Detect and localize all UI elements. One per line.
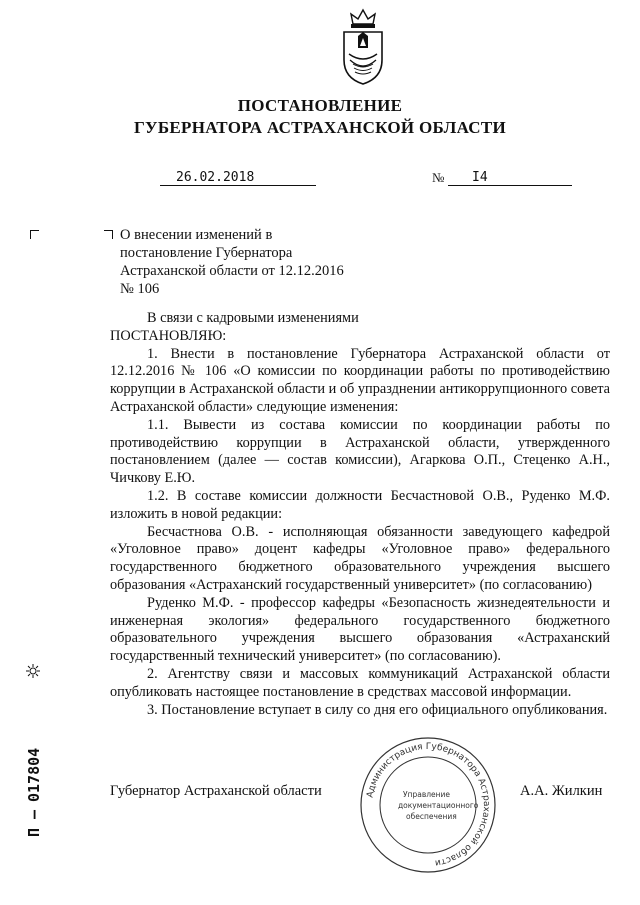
paragraph-3: 3. Постановление вступает в силу со дня его официального опубликования.	[147, 701, 608, 718]
subject-corner-right	[104, 230, 113, 239]
paragraph-2: 2. Агентству связи и массовых коммуникаций Астраханской области опубликовать настоящее постановление в средствах массовой информации.	[110, 665, 610, 700]
serial-series: П –	[25, 809, 43, 837]
paragraph-1-1: 1.1. Вывести из состава комиссии по координации работы по противодействию коррупции в Астраханской области, утвержденного постановлением (далее — состав комиссии), Агаркова О.П., Стеценко А.Н., Чичкову Е.Ю.	[110, 416, 610, 487]
margin-ornament-icon	[26, 664, 40, 678]
signatory-name: А.А. Жилкин	[520, 783, 603, 799]
signatory-position: Губернатор Астраханской области	[110, 783, 322, 799]
paragraph-1: 1. Внести в постановление Губернатора Астраханской области от 12.12.2016 № 106 «О комиссии по координации работы по противодействию коррупции в Астраханской области и об упразднении антикоррупционного совета Астраханской области» следующие изменения:	[110, 345, 610, 415]
document-number: I4	[472, 170, 488, 185]
number-underline	[448, 185, 572, 186]
document-subject: О внесении изменений в постановление Губернатора Астраханской области от 12.12.2016 № 106	[120, 227, 344, 297]
subject-corner-left	[30, 230, 39, 239]
stamp-inner-line-3: обеспечения	[406, 812, 457, 821]
date-underline	[160, 185, 316, 186]
document-body	[110, 310, 610, 719]
stamp-inner-line-1: Управление	[403, 790, 451, 799]
paragraph-rudenko: Руденко М.Ф. - профессор кафедры «Безопасность жизнедеятельности и инженерная экология» федерального государственного бюджетного образовательного учреждения высшего образования «Астраханский государственный технический университет» (по согласованию).	[110, 594, 610, 665]
stamp-inner-line-2: документационного	[398, 801, 479, 810]
stamp-ring-text: Администрация Губернатора Астраханской области	[365, 741, 492, 868]
paragraph-beschastnova: Бесчастнова О.В. - исполняющая обязанности заведующего кафедрой «Уголовное право» доцент кафедры «Уголовное право» федерального государственного бюджетного образовательного учреждения высшего образования «Астраханский государственный университет» (по согласованию)	[110, 523, 610, 593]
document-date: 26.02.2018	[176, 170, 255, 185]
decree-word: ПОСТАНОВЛЯЮ:	[110, 327, 227, 344]
document-title-line-2: ГУБЕРНАТОРА АСТРАХАНСКОЙ ОБЛАСТИ	[133, 118, 507, 137]
serial-number: 017804	[25, 747, 43, 802]
coat-of-arms-emblem	[336, 8, 390, 86]
intro-paragraph: В связи с кадровыми изменениями	[147, 310, 359, 326]
document-title-line-1: ПОСТАНОВЛЕНИЕ	[237, 96, 403, 115]
margin-serial-code	[22, 690, 46, 840]
number-label: №	[432, 170, 445, 185]
paragraph-1-2: 1.2. В составе комиссии должности Бесчастновой О.В., Руденко М.Ф. изложить в новой редакции:	[110, 487, 610, 522]
official-stamp	[358, 735, 498, 875]
